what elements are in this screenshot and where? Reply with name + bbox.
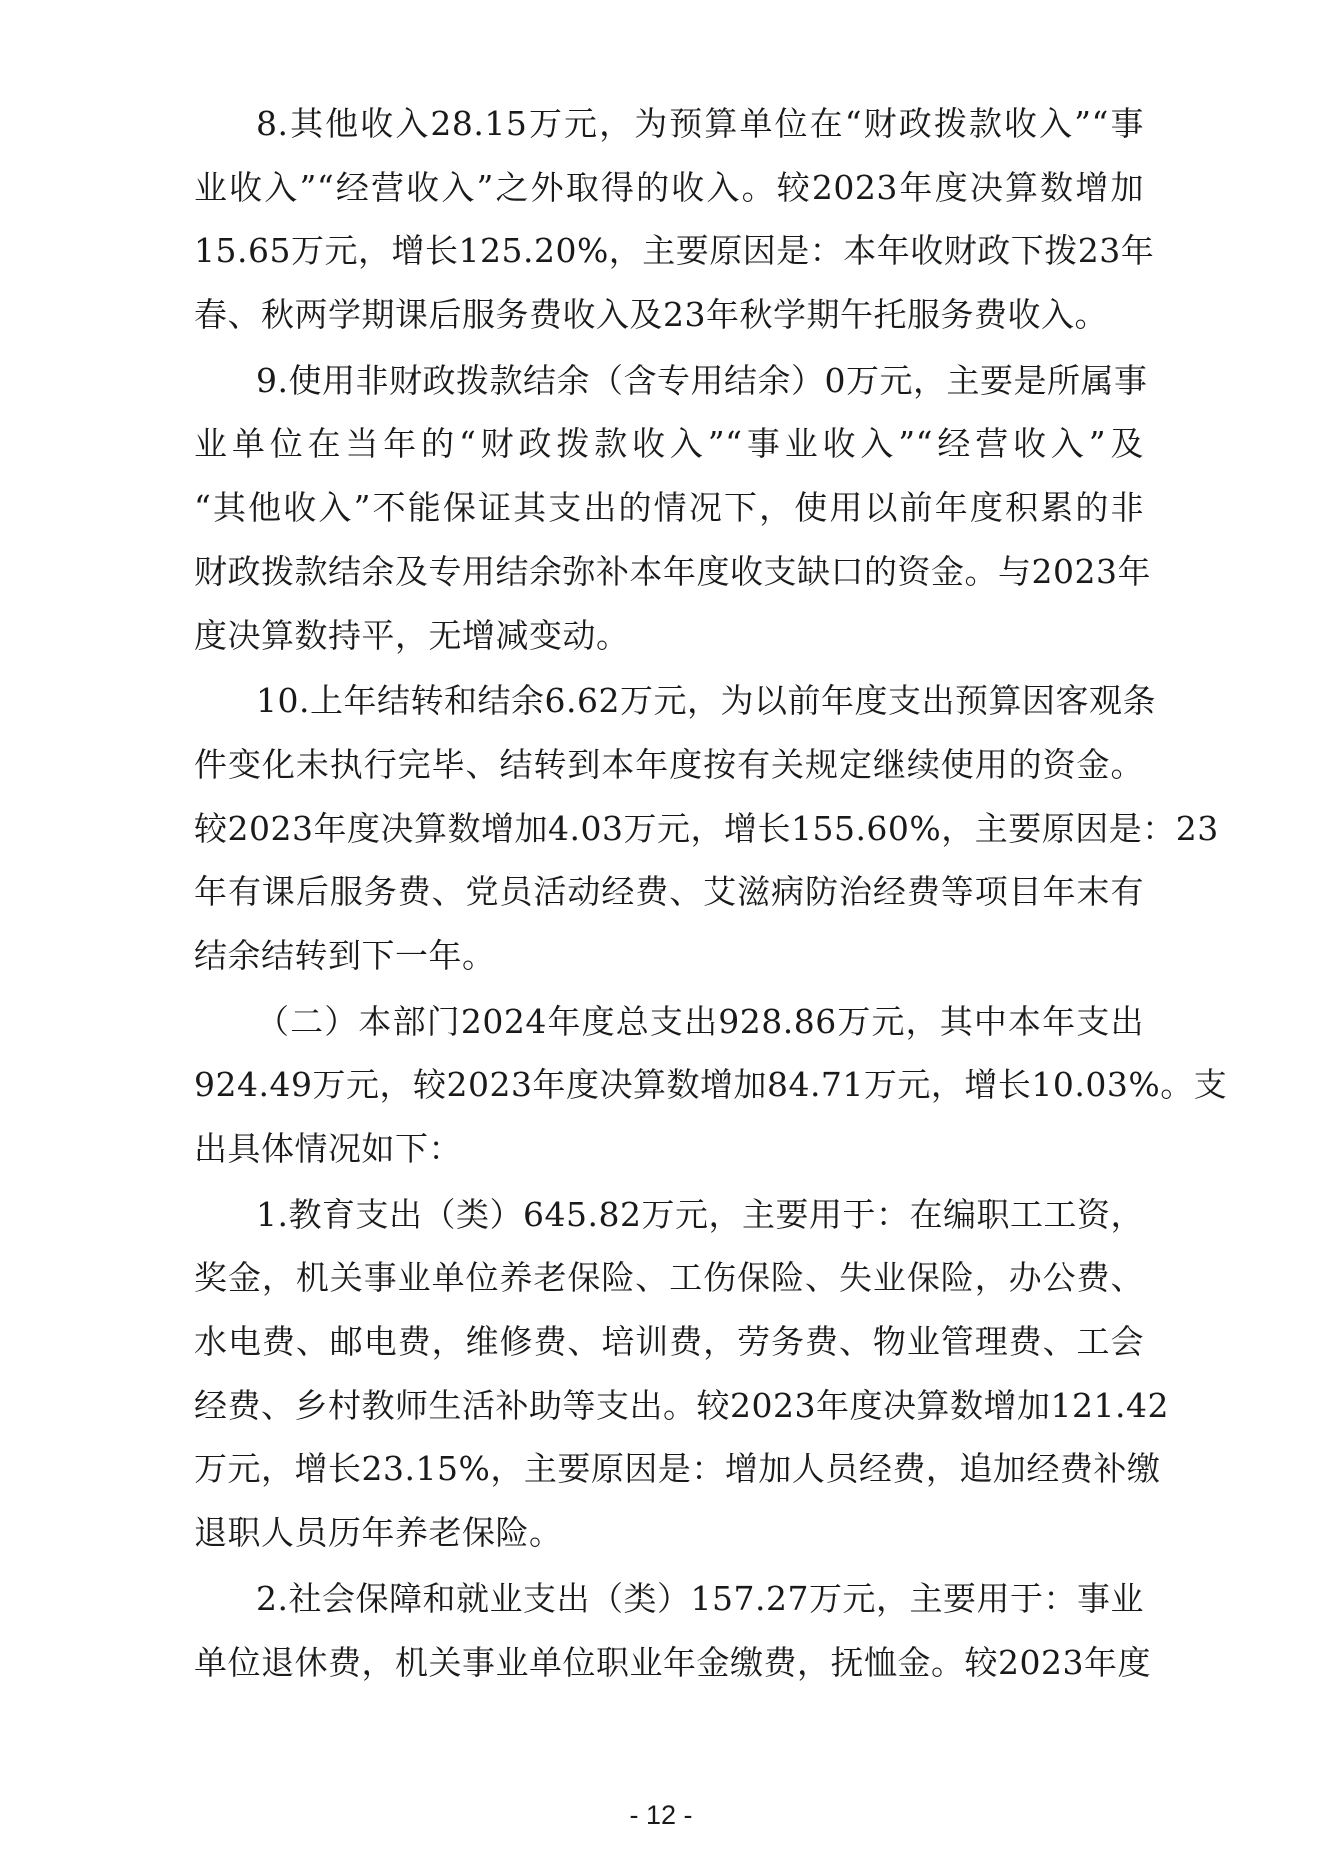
text-line: 结余结转到下一年。: [194, 935, 496, 975]
text-line: 较2023年度决算数增加4.03万元，增长155.60%，主要原因是：23: [194, 808, 1219, 848]
text-line: 2.社会保障和就业支出（类）157.27万元，主要用于：事业: [256, 1578, 1144, 1618]
paragraph-other-income: [194, 92, 1155, 347]
paragraph-social-security-expenditure: [194, 1567, 1151, 1694]
text-line: 10.上年结转和结余6.62万元，为以前年度支出预算因客观条: [256, 681, 1156, 721]
text-line: 度决算数持平，无增减变动。: [194, 615, 630, 655]
text-line: 单位退休费，机关事业单位职业年金缴费，抚恤金。较2023年度: [194, 1642, 1151, 1682]
text-line: 经费、乡村教师生活补助等支出。较2023年度决算数增加121.42: [194, 1385, 1169, 1425]
text-line: 出具体情况如下：: [194, 1129, 462, 1168]
text-line: 年有课后服务费、党员活动经费、艾滋病防治经费等项目年末有: [194, 872, 1144, 912]
text-line: 8.其他收入28.15万元，为预算单位在“财政拨款收入”“事: [256, 104, 1144, 143]
text-line: 退职人员历年养老保险。: [194, 1513, 563, 1553]
text-line: 春、秋两学期课后服务费收入及23年秋学期午托服务费收入。: [194, 295, 1108, 335]
text-line: 业单位在当年的“财政拨款收入”“事业收入”“经营收入”及: [194, 424, 1144, 464]
text-line: 924.49万元，较2023年度决算数增加84.71万元，增长10.03%。支: [194, 1065, 1228, 1105]
text-line: 万元，增长23.15%，主要原因是：增加人员经费，追加经费补缴: [194, 1449, 1161, 1489]
text-line: 9.使用非财政拨款结余（含专用结余）0万元，主要是所属事: [256, 360, 1148, 400]
paragraph-non-fiscal-balance: [194, 349, 1151, 667]
paragraph-total-expenditure: [194, 990, 1228, 1181]
paragraph-prior-year-carryover: [194, 669, 1219, 987]
paragraph-education-expenditure: [194, 1183, 1169, 1565]
text-line: 1.教育支出（类）645.82万元，主要用于：在编职工工资，: [256, 1194, 1144, 1234]
text-line: 15.65万元，增长125.20%，主要原因是：本年收财政下拨23年: [194, 231, 1155, 271]
text-line: 件变化未执行完毕、结转到本年度按有关规定继续使用的资金。: [194, 744, 1144, 784]
text-line: 财政拨款结余及专用结余弥补本年度收支缺口的资金。与2023年: [194, 551, 1151, 591]
document-page: [194, 92, 1228, 1696]
text-line: 奖金，机关事业单位养老保险、工伤保险、失业保险，办公费、: [194, 1258, 1144, 1298]
text-line: “其他收入”不能保证其支出的情况下，使用以前年度积累的非: [194, 488, 1144, 528]
page-number: - 12 -: [629, 1800, 693, 1830]
text-line: （二）本部门2024年度总支出928.86万元，其中本年支出: [256, 1001, 1144, 1041]
text-line: 水电费、邮电费，维修费、培训费，劳务费、物业管理费、工会: [194, 1322, 1144, 1362]
text-line: 业收入”“经营收入”之外取得的收入。较2023年度决算数增加: [194, 167, 1144, 207]
